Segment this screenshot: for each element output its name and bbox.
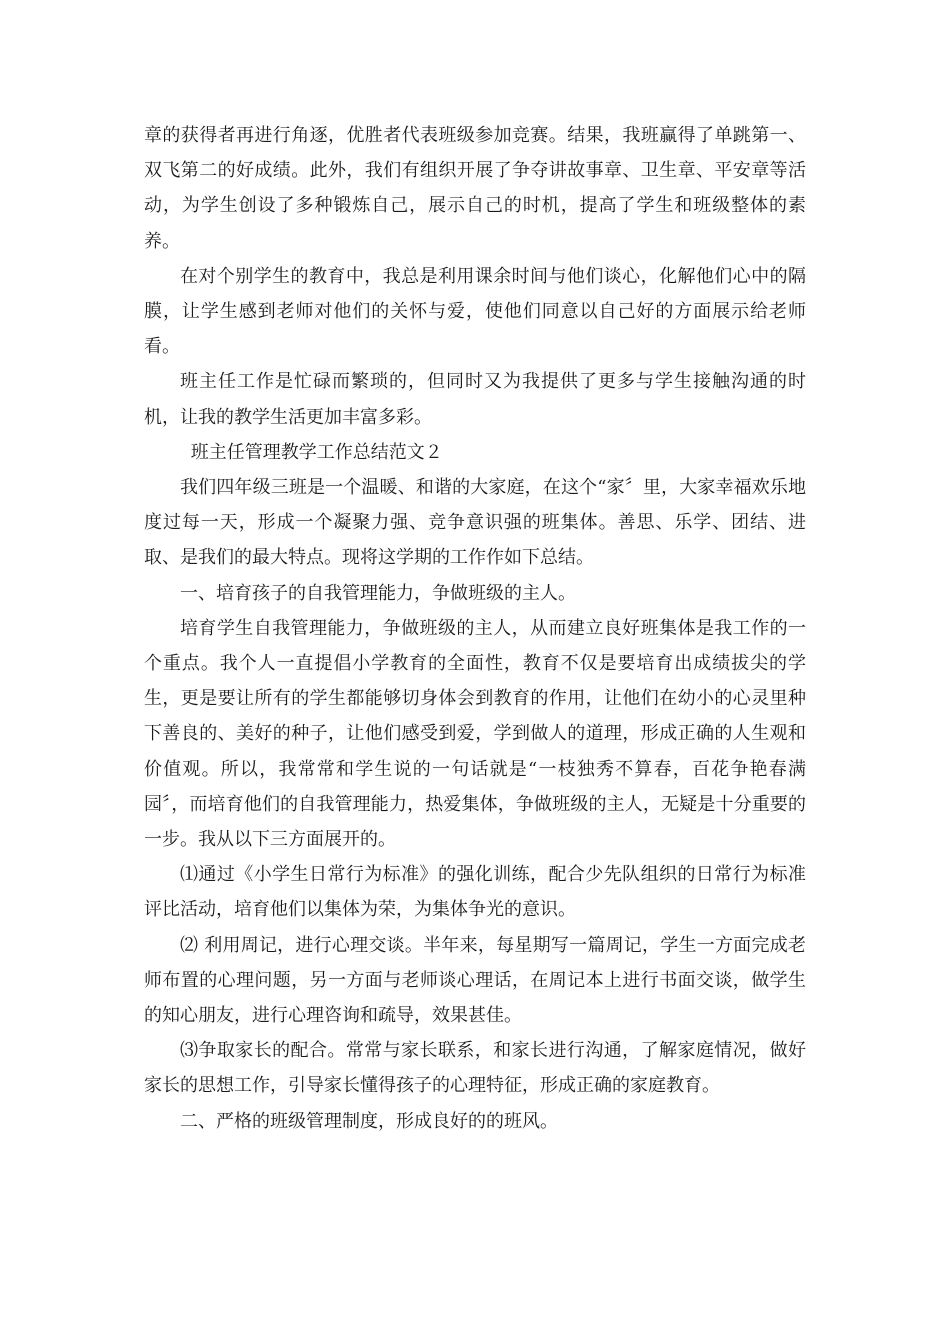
list-item-2: ⑵ 利用周记，进行心理交谈。半年来，每星期写一篇周记，学生一方面完成老师布置的心理问题，另一方面与老师谈心理话，在周记本上进行书面交谈，做学生的知心朋友，进行心理咨询和疏导，效果甚佳。: [144, 934, 806, 1027]
heading-self-management: 一、培育孩子的自我管理能力，争做班级的主人。: [180, 582, 576, 604]
list-item-1: ⑴通过《小学生日常行为标准》的强化训练，配合少先队组织的日常行为标准评比活动，培育他们以集体为荣，为集体争光的意识。: [144, 864, 806, 921]
paragraph-individual-education: 在对个别学生的教育中，我总是利用课余时间与他们谈心，化解他们心中的隔膜，让学生感到老师对他们的关怀与爱，使他们同意以自己好的方面展示给老师看。: [144, 265, 806, 358]
section-title: 班主任管理教学工作总结范文２: [190, 441, 443, 463]
heading-class-management: 二、严格的班级管理制度，形成良好的的班风。: [180, 1110, 558, 1132]
document-page: [144, 118, 806, 1139]
paragraph-class-intro: 我们四年级三班是一个温暖、和谐的大家庭，在这个“家〞里，大家幸福欢乐地度过每一天，形成一个凝聚力强、竞争意识强的班集体。善思、乐学、团结、进取、是我们的最大特点。现将这学期的工作作如下总结。: [144, 477, 806, 569]
paragraph-work-summary: 班主任工作是忙碌而繁琐的，但同时又为我提供了更多与学生接触沟通的时机，让我的教学生活更加丰富多彩。: [144, 371, 806, 428]
paragraph-self-management: 培育学生自我管理能力，争做班级的主人，从而建立良好班集体是我工作的一个重点。我个人一直提倡小学教育的全面性，教育不仅是要培育出成绩拔尖的学生，更是要让所有的学生都能够切身体会到教育的作用，让他们在幼小的心灵里种下善良的、美好的种子，让他们感受到爱，学到做人的道理，形成正确的人生观和价值观。所以，我常常和学生说的一句话就是“一枝独秀不算春，百花争艳春满园〞，而培育他们的自我管理能力，热爱集体，争做班级的主人，无疑是十分重要的一步。我从以下三方面展开的。: [144, 617, 806, 851]
list-item-3: ⑶争取家长的配合。常常与家长联系，和家长进行沟通，了解家庭情况，做好家长的思想工作，引导家长懂得孩子的心理特征，形成正确的家庭教育。: [144, 1040, 806, 1097]
paragraph-continuation: 章的获得者再进行角逐，优胜者代表班级参加竞赛。结果，我班赢得了单跳第一、双飞第二的好成绩。此外，我们有组织开展了争夺讲故事章、卫生章、平安章等活动，为学生创设了多种锻炼自己，展示自己的时机，提高了学生和班级整体的素养。: [144, 125, 806, 252]
